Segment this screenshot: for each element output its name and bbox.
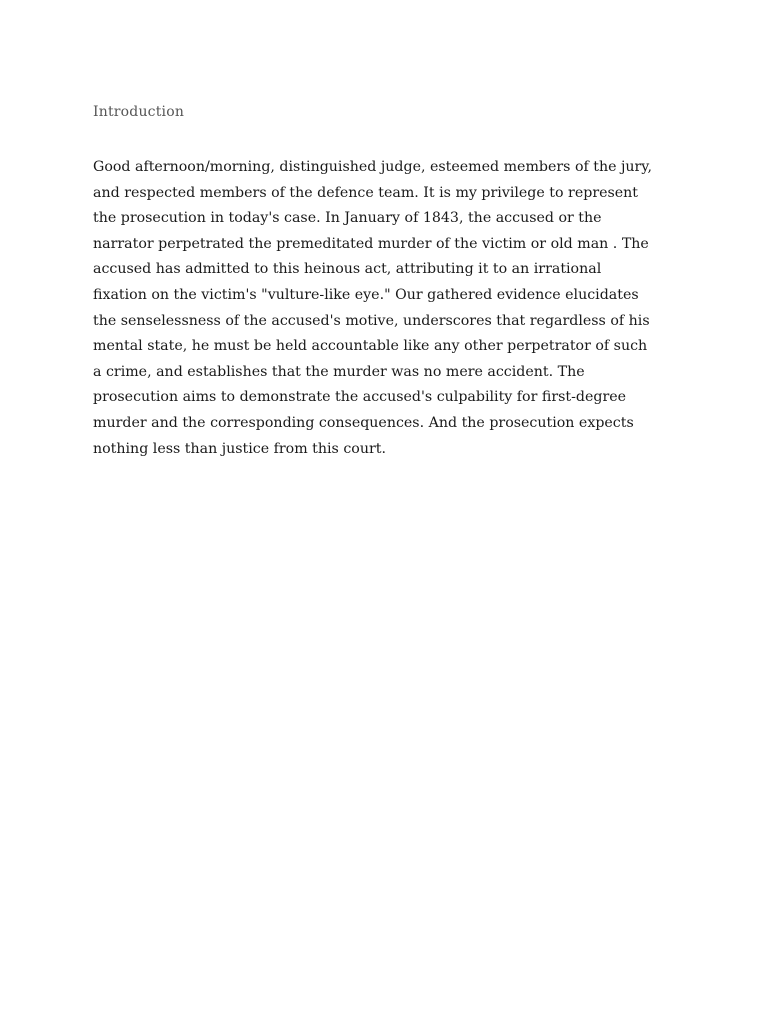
paragraph-line: murder and the corresponding consequences. And the prosecution expects xyxy=(93,414,634,431)
paragraph-line: the prosecution in today's case. In January of 1843, the accused or the xyxy=(93,210,602,227)
section-heading: Introduction xyxy=(93,104,185,120)
paragraph-line: the senselessness of the accused's motive, underscores that regardless of his xyxy=(93,312,650,329)
paragraph-line: fixation on the victim's "vulture-like eye." Our gathered evidence elucidates xyxy=(93,286,639,303)
paragraph-line: prosecution aims to demonstrate the accused's culpability for first-degree xyxy=(93,389,627,406)
paragraph-line: narrator perpetrated the premeditated murder of the victim or old man . The xyxy=(93,235,649,252)
paragraph-line: accused has admitted to this heinous act, attributing it to an irrational xyxy=(93,261,602,278)
paragraph-line: Good afternoon/morning, distinguished judge, esteemed members of the jury, xyxy=(93,159,652,175)
paragraph-line: and respected members of the defence team. It is my privilege to represent xyxy=(93,184,639,201)
introduction-paragraph xyxy=(93,155,673,462)
paragraph-line: mental state, he must be held accountable like any other perpetrator of such xyxy=(93,338,648,355)
paragraph-line: a crime, and establishes that the murder was no mere accident. The xyxy=(93,363,585,380)
paragraph-line: nothing less than justice from this court. xyxy=(93,440,386,457)
